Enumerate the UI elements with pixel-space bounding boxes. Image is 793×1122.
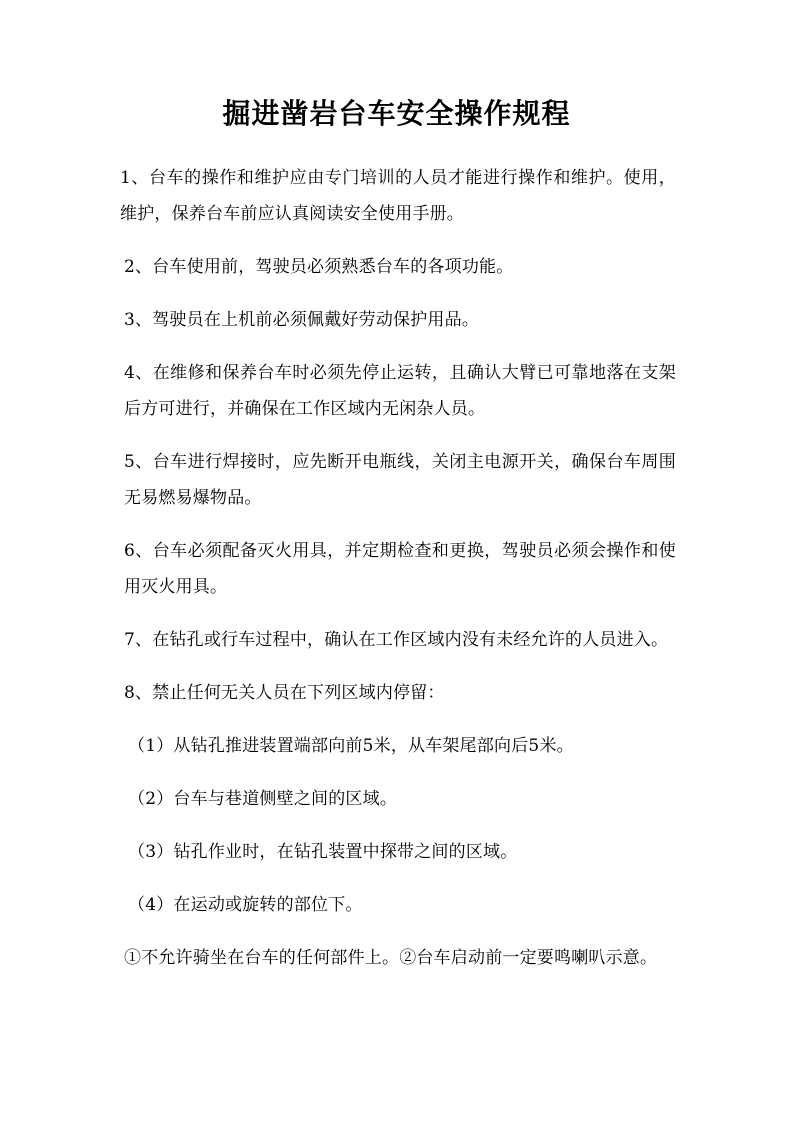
document-body xyxy=(120,160,676,993)
paragraph-8: 8、禁止任何无关人员在下列区域内停留： xyxy=(124,683,445,703)
paragraph-2: 2、台车使用前，驾驶员必须熟悉台车的各项功能。 xyxy=(124,257,514,277)
sub-item-3: （3）钻孔作业时，在钻孔装置中探带之间的区域。 xyxy=(128,842,518,862)
paragraph-7: 7、在钻孔或行车过程中，确认在工作区域内没有未经允许的人员进入。 xyxy=(124,630,669,650)
sub-item-2: （2）台车与巷道侧壁之间的区域。 xyxy=(128,789,398,809)
paragraph-9: ①不允许骑坐在台车的任何部件上。②台车启动前一定要鸣喇叭示意。 xyxy=(124,948,658,968)
paragraph-4: 4、在维修和保养台车时必须先停止运转，且确认大臂已可靠地落在支架后方可进行，并确保在工作区域内无闲杂人员。 xyxy=(124,363,676,419)
paragraph-3: 3、驾驶员在上机前必须佩戴好劳动保护用品。 xyxy=(124,310,480,330)
sub-item-4: （4）在运动或旋转的部位下。 xyxy=(128,895,363,915)
paragraph-6: 6、台车必须配备灭火用具，并定期检查和更换，驾驶员必须会操作和使用灭火用具。 xyxy=(124,541,676,597)
sub-item-1: （1）从钻孔推进装置端部向前5米，从车架尾部向后5米。 xyxy=(128,736,574,756)
paragraph-1: 1、台车的操作和维护应由专门培训的人员才能进行操作和维护。使用，维护，保养台车前应认真阅读安全使用手册。 xyxy=(120,168,676,224)
document-title: 掘进凿岩台车安全操作规程 xyxy=(222,97,571,130)
paragraph-5: 5、台车进行焊接时，应先断开电瓶线，关闭主电源开关，确保台车周围无易燃易爆物品。 xyxy=(124,452,676,508)
